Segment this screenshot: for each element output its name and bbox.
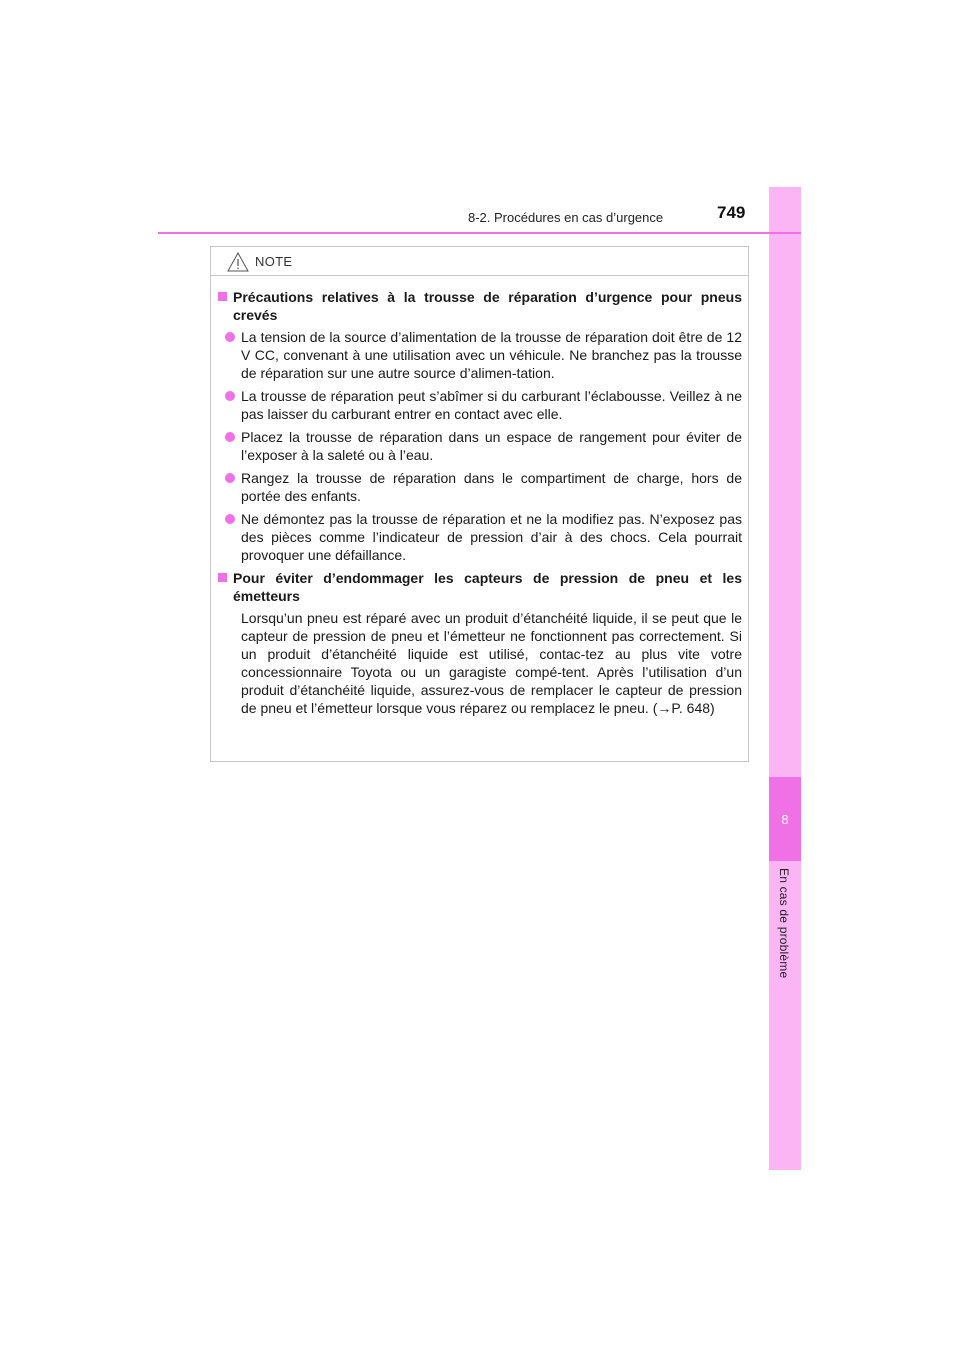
chapter-number-tab[interactable] bbox=[769, 777, 801, 861]
note-box bbox=[210, 246, 749, 762]
note-header bbox=[211, 247, 748, 276]
list-item: Placez la trousse de réparation dans un espace de rangement pour éviter de l’exposer à la saleté ou à l’eau. bbox=[225, 428, 742, 464]
bullet-icon bbox=[225, 432, 235, 442]
chapter-title: En cas de problème bbox=[777, 868, 791, 979]
bullet-icon bbox=[225, 514, 235, 524]
note-body bbox=[211, 276, 748, 717]
side-tab bbox=[769, 187, 801, 1170]
page-number: 749 bbox=[717, 203, 746, 222]
warning-triangle-icon bbox=[227, 252, 249, 272]
bullet-icon bbox=[225, 473, 235, 483]
section-title: 8-2. Procédures en cas d’urgence bbox=[468, 210, 664, 225]
list-item: Rangez la trousse de réparation dans le compartiment de charge, hors de portée des enfants. bbox=[225, 469, 742, 505]
list-item: La trousse de réparation peut s’abîmer si du carburant l’éclabousse. Veillez à ne pas laisser du carburant entrer en contact avec elle. bbox=[225, 387, 742, 423]
note-title: NOTE bbox=[255, 254, 293, 269]
section-paragraph: Lorsqu’un pneu est réparé avec un produit d’étanchéité liquide, il se peut que le capteur de pression de pneu et l’émetteur ne fonctionnent pas correctement. Si un produit d’étanchéité liquide est utilisé, contac-tez au plus vite votre concessionnaire Toyota ou un garagiste compé-tent. Après l’utilisation d’un produit d’étanchéité liquide, assurez-vous de remplacer le capteur de pression de pneu et l’émetteur lorsque vous réparez ou remplacez le pneu. (→P. 648) bbox=[241, 610, 742, 716]
chapter-number: 8 bbox=[781, 811, 789, 827]
list-item: Ne démontez pas la trousse de réparation et ne la modifiez pas. N’exposez pas des pièces comme l’indicateur de pression d’air à des chocs. Cela pourrait provoquer une défaillance. bbox=[225, 510, 742, 564]
bullet-icon bbox=[225, 332, 235, 342]
bullet-icon bbox=[225, 391, 235, 401]
square-bullet-icon bbox=[218, 292, 227, 301]
section-heading: Précautions relatives à la trousse de réparation d’urgence pour pneus crevés bbox=[217, 288, 742, 324]
square-bullet-icon bbox=[218, 573, 227, 582]
header-divider bbox=[158, 232, 801, 234]
section-heading: Pour éviter d’endommager les capteurs de pression de pneu et les émetteurs bbox=[217, 569, 742, 605]
list-item: La tension de la source d’alimentation de la trousse de réparation doit être de 12 V CC, convenant à une utilisation avec un véhicule. Ne branchez pas la trousse de réparation sur une autre source d’alimen-tation. bbox=[225, 328, 742, 382]
